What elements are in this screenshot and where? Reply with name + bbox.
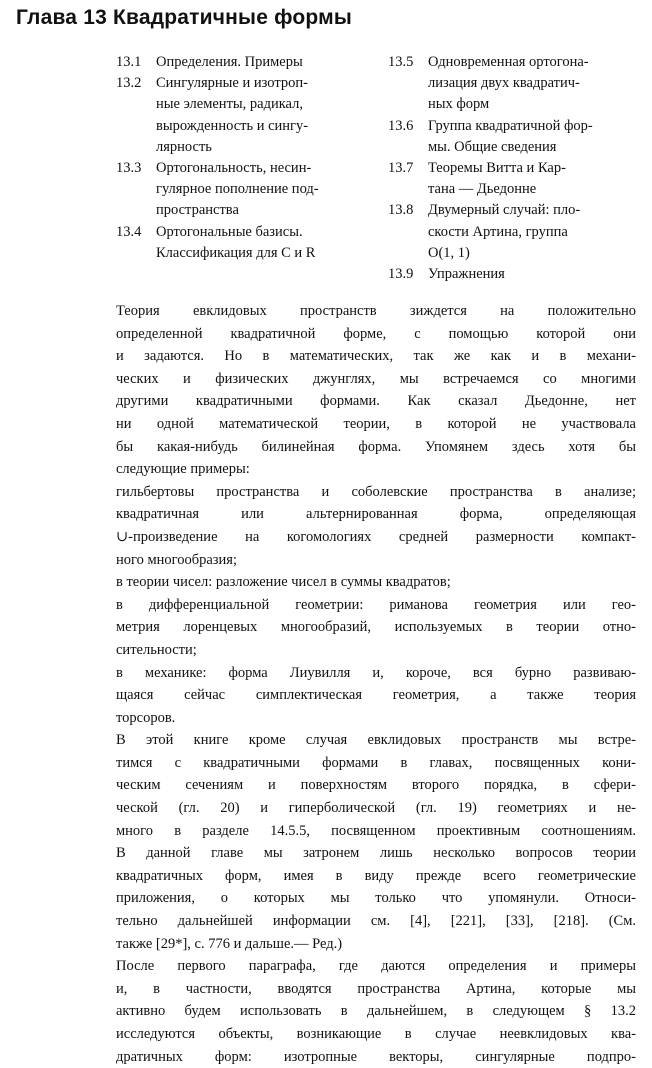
body-line: щаяся сейчас симплектическая геометрия, а также теория bbox=[116, 687, 636, 704]
body-line: тельно дальнейшей информации см. [4], [221], [33], [218]. (См. bbox=[116, 913, 636, 930]
body-line: ческим сечениям и поверхностям второго порядка, в сфери- bbox=[116, 777, 636, 794]
body-line: в дифференциальной геометрии: риманова геометрия или гео- bbox=[116, 596, 636, 613]
toc-item-13-1 bbox=[116, 52, 378, 73]
toc-text-line: Теоремы Витта и Кар- bbox=[428, 160, 566, 177]
body-line: много в разделе 14.5.5, посвященном проективным соотношениям. bbox=[116, 822, 636, 839]
toc-number: 13.6 bbox=[388, 117, 414, 134]
toc-number: 13.2 bbox=[116, 75, 142, 92]
body-line: также [29*], с. 776 и дальше.— Ред.) bbox=[116, 935, 343, 952]
toc-text-line: лярность bbox=[156, 138, 212, 155]
toc-number: 13.3 bbox=[116, 160, 142, 177]
toc-text-line: ных форм bbox=[428, 96, 490, 113]
toc-text-line: Определения. Примеры bbox=[156, 54, 303, 70]
toc-text-line: Ортогональность, несин- bbox=[156, 160, 312, 177]
body-line: гильбертовы пространства и соболевские пространства в анализе; bbox=[116, 483, 636, 500]
body-line: В данной главе мы затронем лишь несколько вопросов теории bbox=[116, 845, 636, 862]
body-text bbox=[116, 300, 636, 1068]
toc-text-line: Ортогональные базисы. bbox=[156, 223, 303, 240]
toc-item-13-7 bbox=[388, 158, 646, 200]
toc-text-line: Одновременная ортогона- bbox=[428, 54, 589, 70]
toc-text-line: вырожденность и сингу- bbox=[156, 117, 309, 134]
body-line: и задаются. Но в математических, так же как и в механи- bbox=[116, 348, 636, 365]
toc-number: 13.1 bbox=[116, 54, 142, 70]
body-line: бы какая-нибудь билинейная форма. Упомянем здесь хотя бы bbox=[116, 438, 636, 455]
toc-left-column bbox=[116, 52, 378, 264]
body-line: После первого параграфа, где даются определения и примеры bbox=[116, 958, 636, 975]
body-line: ческих и физических джунглях, мы встречаемся со многими bbox=[116, 370, 636, 387]
toc-text-line: пространства bbox=[156, 202, 239, 219]
body-line: ни одной математической теории, в которой не участвовала bbox=[116, 415, 636, 432]
toc-item-13-5 bbox=[388, 52, 646, 116]
toc-text-line: Двумерный случай: пло- bbox=[428, 202, 581, 219]
toc-text-line: Классификация для C и R bbox=[156, 244, 316, 261]
body-line: ческой (гл. 20) и гиперболической (гл. 19) геометриях и не- bbox=[116, 800, 636, 817]
toc-item-13-3 bbox=[116, 158, 378, 222]
body-line: в механике: форма Лиувилля и, короче, вся бурно развиваю- bbox=[116, 664, 636, 681]
body-line: исследуются объекты, возникающие в случае неевклидовых ква- bbox=[116, 1026, 636, 1042]
body-line: приложения, о которых мы только что упомянули. Относи- bbox=[116, 890, 636, 907]
body-line: определенной квадратичной форме, с помощью которой они bbox=[116, 325, 636, 342]
body-line: тимся с квадратичными формами в главах, посвященных кони- bbox=[116, 754, 636, 771]
toc-text-line: скости Артина, группа bbox=[428, 223, 568, 240]
toc-item-13-9 bbox=[388, 264, 646, 285]
toc-item-13-6 bbox=[388, 116, 646, 158]
body-line: В этой книге кроме случая евклидовых пространств мы встре- bbox=[116, 732, 636, 749]
toc-item-13-8 bbox=[388, 200, 646, 264]
toc-item-13-4 bbox=[116, 222, 378, 264]
chapter-title: Глава 13 Квадратичные формы bbox=[16, 6, 353, 29]
body-line: Теория евклидовых пространств зиждется на положительно bbox=[116, 303, 636, 319]
toc-text-line: O(1, 1) bbox=[428, 244, 470, 261]
toc-number: 13.9 bbox=[388, 266, 414, 283]
body-line: другими квадратичными формами. Как сказал Дьедонне, нет bbox=[116, 393, 636, 410]
toc-text-line: мы. Общие сведения bbox=[428, 138, 557, 155]
toc-text-line: Сингулярные и изотроп- bbox=[156, 75, 308, 92]
toc-number: 13.4 bbox=[116, 223, 142, 240]
toc-number: 13.5 bbox=[388, 54, 414, 70]
body-line: квадратичная или альтернированная форма, определяющая bbox=[116, 506, 636, 523]
toc-number: 13.8 bbox=[388, 202, 414, 219]
toc-item-13-2 bbox=[116, 73, 378, 158]
body-line: в теории чисел: разложение чисел в суммы квадратов; bbox=[116, 574, 451, 591]
body-line: квадратичных форм, имея в виду прежде всего геометрические bbox=[116, 867, 636, 884]
body-line: ∪-произведение на когомологиях средней размерности компакт- bbox=[116, 528, 636, 545]
body-line: метрия лоренцевых многообразий, используемых в теории отно- bbox=[116, 619, 636, 636]
toc-text-line: лизация двух квадратич- bbox=[428, 75, 580, 92]
body-line: следующие примеры: bbox=[116, 461, 250, 478]
body-line: ного многообразия; bbox=[116, 551, 237, 568]
toc-text-line: гулярное пополнение под- bbox=[156, 181, 319, 198]
body-line: активно будем использовать в дальнейшем, в следующем § 13.2 bbox=[116, 1003, 636, 1020]
toc-right-column bbox=[388, 52, 646, 285]
toc-number: 13.7 bbox=[388, 160, 414, 177]
toc-text-line: ные элементы, радикал, bbox=[156, 96, 303, 113]
body-line: дратичных форм: изотропные векторы, сингулярные подпро- bbox=[116, 1048, 636, 1065]
body-line: торсоров. bbox=[116, 709, 176, 726]
toc-text-line: Упражнения bbox=[428, 266, 505, 283]
body-line: сительности; bbox=[116, 641, 197, 658]
body-line: и, в частности, вводятся пространства Артина, которые мы bbox=[116, 980, 636, 997]
toc-text-line: Группа квадратичной фор- bbox=[428, 117, 593, 134]
toc-text-line: тана — Дьедонне bbox=[428, 181, 537, 198]
